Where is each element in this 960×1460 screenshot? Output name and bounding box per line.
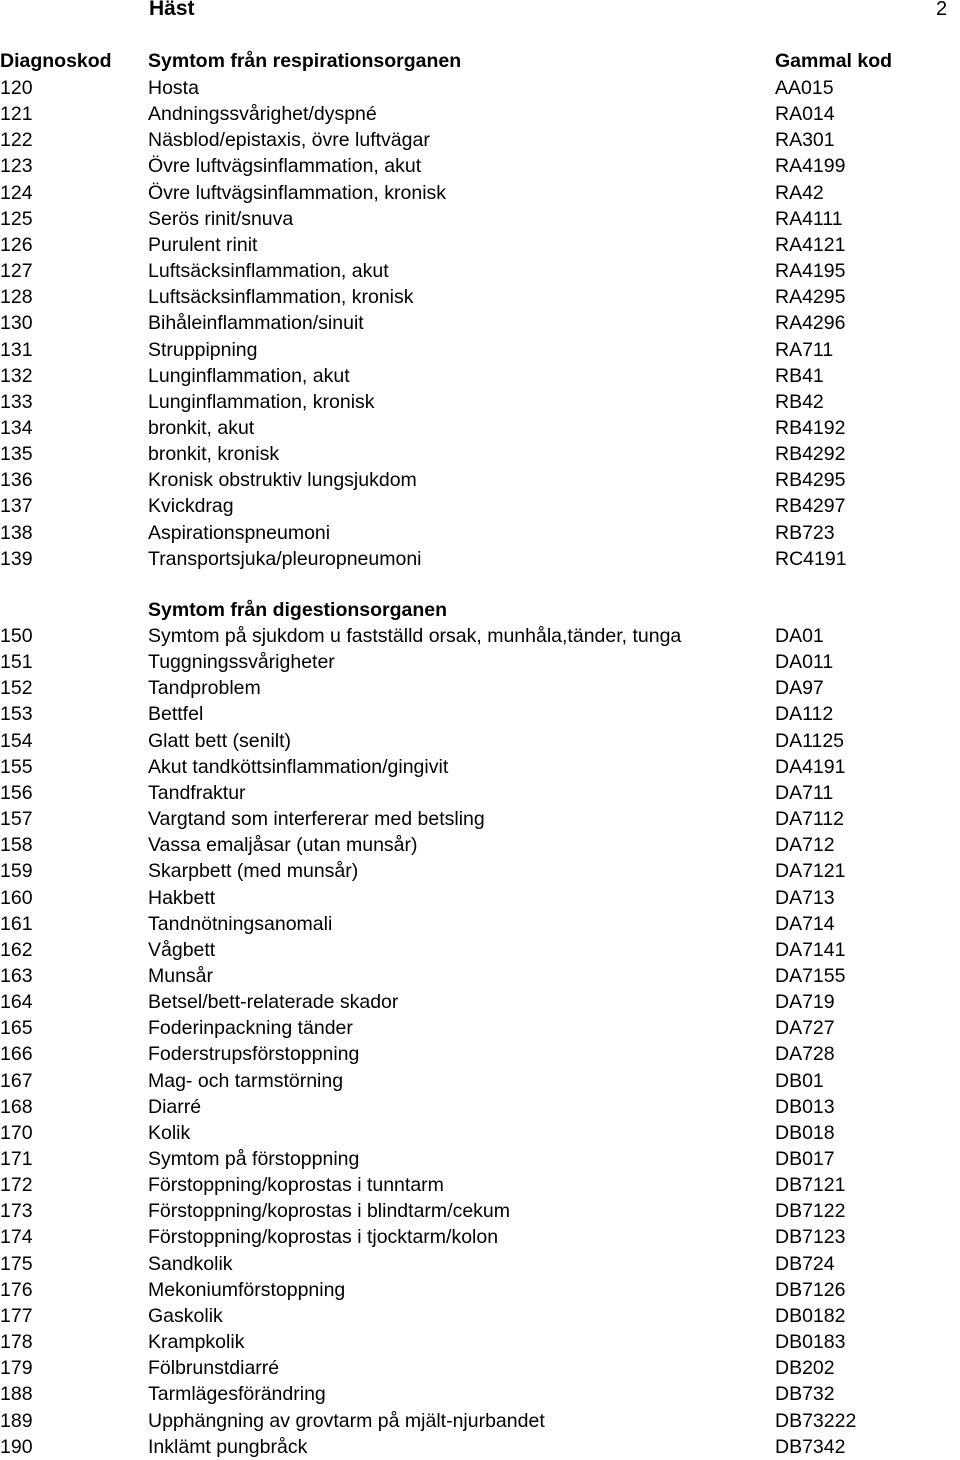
old-code: DB7126 [775,1278,846,1301]
table-row [0,493,960,519]
old-code: DA01 [775,625,824,647]
table-row [0,1329,960,1355]
table-row [0,1251,960,1277]
old-code: RB4295 [775,469,846,492]
table-row [0,415,960,441]
diagnosis-code: 173 [0,1200,33,1223]
symptom-name: Fölbrunstdiarré [148,1357,280,1380]
table-row [0,1277,960,1303]
symptom-name: Näsblod/epistaxis, övre luftvägar [148,129,430,152]
symptom-name: Luftsäcksinflammation, akut [148,260,389,283]
old-code: DB013 [775,1095,835,1118]
diagnosis-code: 165 [0,1017,33,1040]
diagnosis-code: 174 [0,1226,33,1249]
column-header-code: Diagnoskod [0,50,112,72]
table-row [0,180,960,206]
symptom-name: Vargtand som interfererar med betsling [148,808,485,831]
table-row [0,649,960,675]
table-row [0,1015,960,1041]
table-row [0,675,960,701]
table-row [0,284,960,310]
diagnosis-code: 156 [0,781,33,804]
section-title-digestive: Symtom från digestionsorganen [148,599,448,621]
symptom-name: Förstoppning/koprostas i tjocktarm/kolon [148,1226,499,1249]
old-code: DA4191 [775,755,846,778]
old-code: DA1125 [775,729,845,752]
table-row [0,1041,960,1067]
symptom-name: Kvickdrag [148,495,234,518]
table-row [0,258,960,284]
table-row [0,337,960,363]
section-title-respiratory: Symtom från respirationsorganen [148,50,462,72]
symptom-name: Vassa emaljåsar (utan munsår) [148,834,418,857]
symptom-name: Sandkolik [148,1252,233,1275]
old-code: DB7121 [775,1174,846,1197]
diagnosis-code: 123 [0,155,33,178]
symptom-name: Betsel/bett-relaterade skador [148,991,399,1014]
symptom-name: Lunginflammation, akut [148,364,350,387]
diagnosis-code: 163 [0,964,33,987]
table-row [0,1224,960,1250]
old-code: DB7123 [775,1226,846,1249]
old-code: DA727 [775,1017,835,1040]
diagnosis-code: 138 [0,521,33,544]
symptom-name: Vågbett [148,938,216,961]
symptom-name: Mag- och tarmstörning [148,1069,344,1092]
old-code: RB4297 [775,495,846,518]
table-row [0,1198,960,1224]
old-code: DB724 [775,1252,835,1275]
table-row [0,754,960,780]
old-code: RA4111 [775,207,843,230]
table-row [0,1146,960,1172]
table-row [0,728,960,754]
table-row [0,546,960,572]
diagnosis-code: 157 [0,808,33,831]
symptom-name: Tandproblem [148,677,261,700]
symptom-name: Övre luftvägsinflammation, kronisk [148,181,447,204]
old-code: RA301 [775,129,835,152]
symptom-name: Munsår [148,964,214,987]
table-row [0,989,960,1015]
old-code: DB732 [775,1383,835,1406]
page-number: 2 [936,0,948,20]
old-code: RA4121 [775,233,846,256]
diagnosis-code: 132 [0,364,33,387]
symptom-name: Inklämt pungbråck [148,1435,308,1458]
old-code: DA7121 [775,860,846,883]
symptom-name: Gaskolik [148,1304,223,1327]
symptom-name: Diarré [148,1095,202,1118]
table-row [0,701,960,727]
table-row [0,1355,960,1381]
symptom-name: Andningssvårighet/dyspné [148,103,377,126]
diagnosis-code: 166 [0,1043,33,1066]
diagnosis-code: 167 [0,1069,33,1092]
old-code: RA711 [775,338,834,361]
diagnosis-code: 152 [0,677,33,700]
table-row [0,75,960,101]
diagnosis-code: 120 [0,77,33,99]
old-code: DA712 [775,834,835,857]
diagnosis-code: 139 [0,547,33,570]
symptom-name: bronkit, akut [148,416,255,439]
diagnosis-code: 190 [0,1435,33,1458]
symptom-name: Krampkolik [148,1331,245,1354]
old-code: RC4191 [775,547,847,570]
symptom-name: Tandnötningsanomali [148,912,333,935]
old-code: DB0182 [775,1304,846,1327]
table-row [0,1303,960,1329]
table-row [0,1381,960,1407]
diagnosis-code: 135 [0,443,33,466]
old-code: DB0183 [775,1331,846,1354]
old-code: DB73222 [775,1409,857,1432]
symptom-name: Kolik [148,1121,191,1144]
old-code: DB01 [775,1069,824,1092]
old-code: RB4192 [775,416,846,439]
diagnosis-code: 172 [0,1174,33,1197]
old-code: DB017 [775,1148,835,1170]
symptom-name: bronkit, kronisk [148,443,280,466]
diagnosis-code: 133 [0,390,33,413]
table-row [0,623,960,649]
symptom-name: Symtom på förstoppning [148,1148,360,1170]
column-header-old-code: Gammal kod [775,50,893,72]
symptom-name: Förstoppning/koprostas i blindtarm/cekum [148,1200,510,1223]
diagnosis-code: 151 [0,651,33,674]
old-code: DA112 [775,703,834,726]
table-row [0,937,960,963]
old-code: DB018 [775,1121,835,1144]
table-row [0,101,960,127]
table-row [0,1408,960,1434]
symptom-name: Akut tandköttsinflammation/gingivit [148,755,449,778]
old-code: DB7122 [775,1200,846,1223]
table-row [0,1172,960,1198]
diagnosis-code: 160 [0,886,33,909]
diagnosis-code: 122 [0,129,33,152]
table-row [0,363,960,389]
table-row [0,858,960,884]
symptom-name: Symtom på sjukdom u fastställd orsak, munhåla,tänder, tunga [148,625,682,647]
old-code: DA011 [775,651,834,674]
diagnosis-code: 131 [0,338,33,361]
old-code: DA719 [775,991,835,1014]
diagnosis-code: 178 [0,1331,33,1354]
diagnosis-code: 155 [0,755,33,778]
table-row [0,153,960,179]
symptom-name: Mekoniumförstoppning [148,1278,346,1301]
diagnosis-code: 121 [0,103,33,126]
diagnosis-code: 177 [0,1304,33,1327]
symptom-name: Kronisk obstruktiv lungsjukdom [148,469,417,492]
symptom-name: Förstoppning/koprostas i tunntarm [148,1174,444,1197]
old-code: DA7112 [775,808,845,831]
old-code: RB41 [775,364,824,387]
section-header-digestive [0,599,960,623]
diagnosis-code: 168 [0,1095,33,1118]
diagnosis-code: 153 [0,703,33,726]
table-row [0,389,960,415]
symptom-name: Luftsäcksinflammation, kronisk [148,286,414,309]
symptom-name: Transportsjuka/pleuropneumoni [148,547,422,570]
symptom-name: Bettfel [148,703,204,726]
old-code: DA7141 [775,938,846,961]
table-row [0,780,960,806]
table-row [0,911,960,937]
table-row [0,1120,960,1146]
symptom-name: Tandfraktur [148,781,246,804]
diagnosis-code: 154 [0,729,33,752]
old-code: RA4295 [775,286,846,309]
symptom-name: Purulent rinit [148,233,258,256]
table-row [0,1434,960,1460]
old-code: RA4296 [775,312,846,335]
old-code: RA4195 [775,260,846,283]
diagnosis-code: 188 [0,1383,33,1406]
old-code: DA97 [775,677,824,700]
column-header-row [0,50,960,74]
symptom-name: Lunginflammation, kronisk [148,390,375,413]
old-code: DB202 [775,1357,835,1380]
symptom-name: Upphängning av grovtarm på mjält-njurbandet [148,1409,545,1432]
symptom-name: Serös rinit/snuva [148,207,294,230]
diagnosis-code: 170 [0,1121,33,1144]
diagnosis-code: 124 [0,181,33,204]
table-row [0,441,960,467]
table-row [0,520,960,546]
diagnosis-code: 137 [0,495,33,518]
table-row [0,963,960,989]
diagnosis-code: 150 [0,625,33,647]
diagnosis-code: 189 [0,1409,33,1432]
table-row [0,232,960,258]
symptom-name: Foderstrupsförstoppning [148,1043,360,1066]
symptom-name: Glatt bett (senilt) [148,729,292,752]
old-code: DA713 [775,886,835,909]
table-row [0,806,960,832]
diagnosis-code: 128 [0,286,33,309]
table-row [0,127,960,153]
diagnosis-code: 164 [0,991,33,1014]
diagnosis-code: 134 [0,416,33,439]
symptom-name: Hosta [148,77,199,99]
symptom-name: Tuggningssvårigheter [148,651,335,674]
diagnosis-code: 161 [0,912,33,935]
old-code: DA7155 [775,964,846,987]
table-row [0,885,960,911]
table-row [0,1068,960,1094]
diagnosis-code: 175 [0,1252,33,1275]
table-row [0,310,960,336]
symptom-name: Foderinpackning tänder [148,1017,353,1040]
old-code: RB42 [775,390,824,413]
old-code: RA42 [775,181,824,204]
diagnosis-code: 162 [0,938,33,961]
table-row [0,1094,960,1120]
old-code: DA728 [775,1043,835,1066]
diagnosis-code: 171 [0,1148,33,1170]
old-code: DA711 [775,781,834,804]
diagnosis-code: 127 [0,260,33,283]
old-code: DA714 [775,912,835,935]
table-row [0,832,960,858]
diagnosis-code: 130 [0,312,33,335]
page-header [0,0,960,24]
symptom-name: Tarmlägesförändring [148,1383,326,1406]
old-code: AA015 [775,77,834,99]
symptom-name: Övre luftvägsinflammation, akut [148,155,422,178]
table-row [0,467,960,493]
table-row [0,206,960,232]
diagnosis-code: 159 [0,860,33,883]
symptom-name: Hakbett [148,886,216,909]
diagnosis-code: 176 [0,1278,33,1301]
symptom-name: Bihåleinflammation/sinuit [148,312,364,335]
diagnosis-code: 136 [0,469,33,492]
old-code: RB723 [775,521,835,544]
old-code: RA014 [775,103,835,126]
symptom-name: Skarpbett (med munsår) [148,860,359,883]
old-code: DB7342 [775,1435,846,1458]
symptom-name: Struppipning [148,338,258,361]
diagnosis-code: 125 [0,207,33,230]
old-code: RB4292 [775,443,846,466]
old-code: RA4199 [775,155,846,178]
diagnosis-code: 158 [0,834,33,857]
page-title: Häst [149,0,195,20]
symptom-name: Aspirationspneumoni [148,521,331,544]
diagnosis-code: 126 [0,233,33,256]
diagnosis-code: 179 [0,1357,33,1380]
